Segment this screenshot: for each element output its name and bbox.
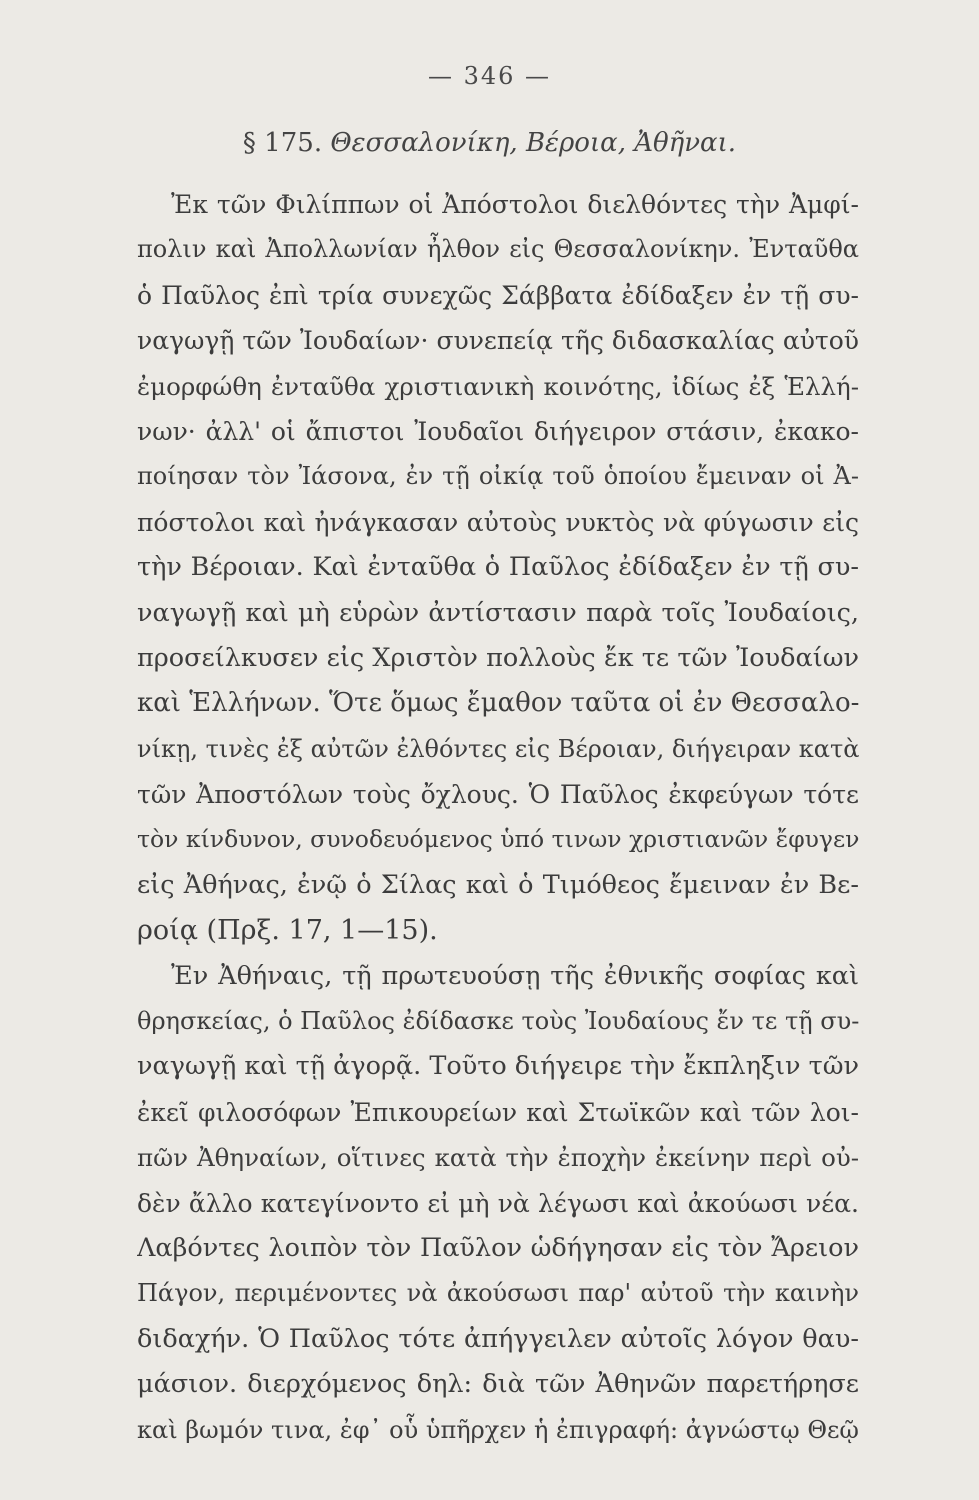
text-line: ὁ Παῦλος ἐπὶ τρία συνεχῶς Σάββατα ἐδίδαξεν ἐν τῇ συ- [137, 280, 859, 310]
text-line: νίκῃ, τινὲς ἐξ αὐτῶν ἐλθόντες εἰς Βέροιαν, διήγειραν κατὰ [137, 734, 859, 763]
text-line: Πάγον, περιμένοντες νὰ ἀκούσωσι παρ' αὐτοῦ τὴν καινὴν [137, 1279, 859, 1308]
text-line: προσείλκυσεν εἰς Χριστὸν πολλοὺς ἔκ τε τῶν Ἰουδαίων [137, 642, 859, 673]
text-line: καὶ Ἑλλήνων. Ὅτε ὅμως ἔμαθον ταῦτα οἱ ἐν Θεσσαλο- [137, 688, 859, 719]
section-heading [0, 128, 979, 158]
text-line: ἐκεῖ φιλοσόφων Ἐπικουρείων καὶ Στωϊκῶν καὶ τῶν λοι- [137, 1097, 859, 1127]
text-line: τὴν Βέροιαν. Καὶ ἐνταῦθα ὁ Παῦλος ἐδίδαξεν ἐν τῇ συ- [137, 552, 859, 583]
text-line: διδαχήν. Ὁ Παῦλος τότε ἀπήγγειλεν αὐτοῖς λόγον θαυ- [137, 1323, 859, 1354]
text-line: καὶ βωμόν τινα, ἐφ᾽ οὗ ὑπῆρχεν ἡ ἐπιγραφή: ἀγνώστῳ Θεῷ [137, 1415, 859, 1444]
text-line: Λαβόντες λοιπὸν τὸν Παῦλον ὡδήγησαν εἰς τὸν Ἄρειον [137, 1232, 859, 1263]
text-line: νων· ἀλλ' οἱ ἄπιστοι Ἰουδαῖοι διήγειρον στάσιν, ἐκακο- [137, 416, 859, 446]
text-line: τῶν Ἀποστόλων τοὺς ὄχλους. Ὁ Παῦλος ἐκφεύγων τότε [137, 780, 859, 810]
text-line: πῶν Ἀθηναίων, οἵτινες κατὰ τὴν ἐποχὴν ἐκείνην περὶ οὐ- [137, 1143, 859, 1173]
text-line: δὲν ἄλλο κατεγίνοντο εἰ μὴ νὰ λέγωσι καὶ ἀκούωσι νέα. [137, 1188, 859, 1218]
text-line: ποίησαν τὸν Ἰάσονα, ἐν τῇ οἰκίᾳ τοῦ ὁποίου ἔμειναν οἱ Ἀ- [137, 462, 859, 491]
text-line: Ἐν Ἀθήναις, τῇ πρωτευούσῃ τῆς ἐθνικῆς σοφίας καὶ [171, 960, 859, 991]
text-line: πόστολοι καὶ ἠνάγκασαν αὐτοὺς νυκτὸς νὰ φύγωσιν εἰς [137, 507, 859, 537]
text-line: τὸν κίνδυνον, συνοδευόμενος ὑπό τινων χριστιανῶν ἔφυγεν [137, 825, 859, 854]
text-line: ροίᾳ (Πρξ. 17, 1—15). [137, 915, 438, 947]
text-line: πολιν καὶ Ἀπολλωνίαν ἦλθον εἰς Θεσσαλονίκην. Ἐνταῦθα [137, 235, 859, 264]
text-line: ναγωγῇ τῶν Ἰουδαίων· συνεπείᾳ τῆς διδασκαλίας αὐτοῦ [137, 326, 859, 356]
text-line: θρησκείας, ὁ Παῦλος ἐδίδασκε τοὺς Ἰουδαίους ἔν τε τῇ συ- [137, 1007, 859, 1036]
section-number: § 175. [242, 128, 323, 158]
section-title: Θεσσαλονίκη, Βέροια, Ἀθῆναι. [330, 128, 737, 158]
text-line: Ἐκ τῶν Φιλίππων οἱ Ἀπόστολοι διελθόντες τὴν Ἀμφί- [171, 190, 859, 219]
page-number: — 346 — [427, 62, 552, 90]
text-line: εἰς Ἀθήνας, ἐνῷ ὁ Σίλας καὶ ὁ Τιμόθεος ἔμειναν ἐν Βε- [137, 869, 859, 900]
text-line: ναγωγῇ καὶ τῇ ἀγορᾷ. Τοῦτο διήγειρε τὴν ἔκπληξιν τῶν [137, 1051, 859, 1082]
text-line: μάσιον. διερχόμενος δηλ: διὰ τῶν Ἀθηνῶν παρετήρησε [137, 1369, 859, 1400]
body-text [137, 182, 859, 1453]
text-line: ναγωγῇ καὶ μὴ εὑρὼν ἀντίστασιν παρὰ τοῖς Ἰουδαίοις, [137, 597, 859, 628]
text-line: ἐμορφώθη ἐνταῦθα χριστιανικὴ κοινότης, ἰδίως ἐξ Ἑλλή- [137, 371, 859, 401]
